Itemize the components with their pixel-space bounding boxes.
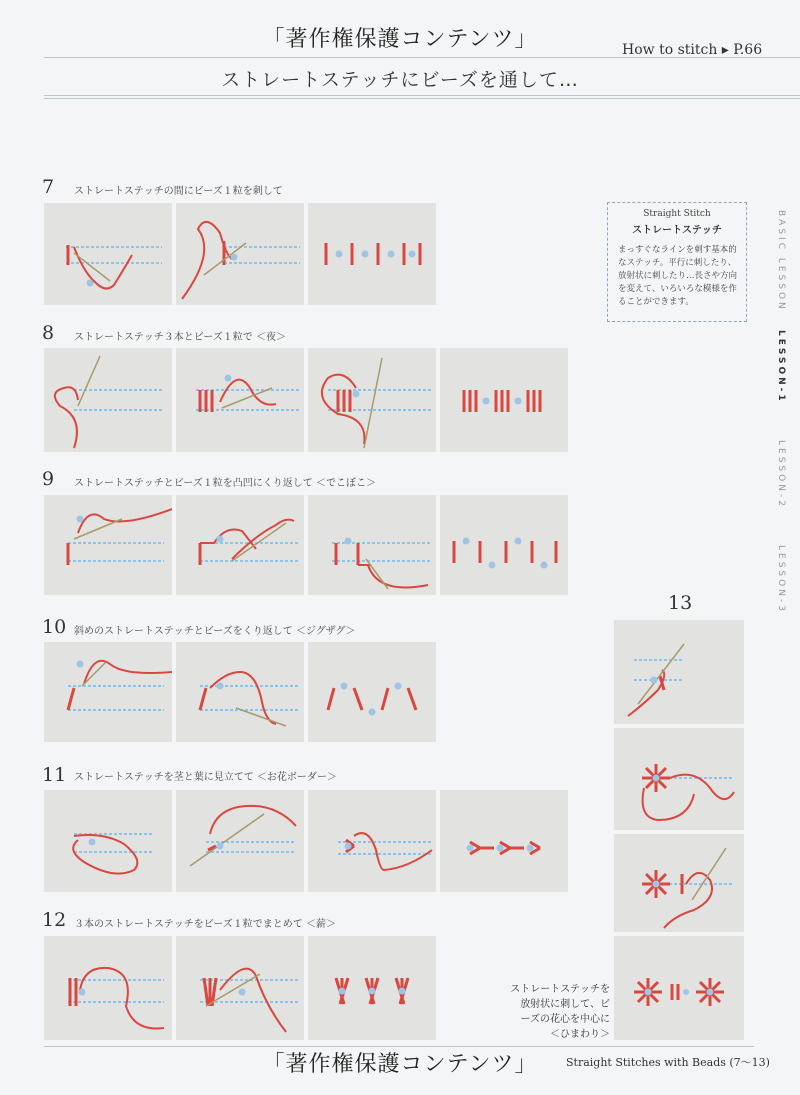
section-caption-11: ストレートステッチを茎と葉に見立てて ＜お花ボーダー＞ <box>74 772 337 783</box>
step-photo-7-3 <box>308 203 436 305</box>
section-number-13: 13 <box>668 592 693 614</box>
step-photo-13-1 <box>614 620 744 724</box>
section-13-note-line-1: ストレートステッチを <box>510 984 610 995</box>
step-photo-8-1 <box>44 348 172 452</box>
step-photo-8-2 <box>176 348 304 452</box>
step-photo-10-1 <box>44 642 172 742</box>
how-to-stitch-link[interactable]: How to stitch ▸ P.66 <box>622 42 763 58</box>
section-13-note <box>490 982 610 1042</box>
section-number-10: 10 <box>42 616 67 638</box>
side-tab-basic-lesson[interactable]: BASIC LESSON <box>776 210 786 312</box>
step-photo-7-1 <box>44 203 172 305</box>
section-13-note-line-3: ーズの花心を中心に <box>520 1014 610 1025</box>
infobox-title-jp: ストレートステッチ <box>632 225 722 236</box>
step-photo-12-1 <box>44 936 172 1040</box>
watermark-top: 「著作権保護コンテンツ」 <box>262 27 538 52</box>
step-photo-11-3 <box>308 790 436 892</box>
step-photo-9-2 <box>176 495 304 595</box>
page-title: ストレートステッチにビーズを通して… <box>221 69 579 91</box>
side-tab-lesson-1[interactable]: LESSON-1 <box>776 330 786 404</box>
side-tab-lesson-2[interactable]: LESSON-2 <box>776 440 786 509</box>
section-caption-7: ストレートステッチの間にビーズ１粒を刺して <box>74 186 283 197</box>
header-rule-bottom <box>44 98 800 99</box>
step-photo-11-1 <box>44 790 172 892</box>
section-number-7: 7 <box>42 176 55 198</box>
step-photo-13-2 <box>614 728 744 830</box>
section-13-note-line-2: 放射状に刺して、ビ <box>520 999 610 1010</box>
section-number-8: 8 <box>42 322 55 344</box>
step-photo-8-4 <box>440 348 568 452</box>
section-caption-10: 斜めのストレートステッチとビーズをくり返して ＜ジグザグ＞ <box>74 626 356 637</box>
section-number-12: 12 <box>42 909 67 931</box>
step-photo-11-4 <box>440 790 568 892</box>
step-photo-9-3 <box>308 495 436 595</box>
step-photo-9-4 <box>440 495 568 595</box>
step-photo-7-2 <box>176 203 304 305</box>
watermark-bottom: 「著作権保護コンテンツ」 <box>262 1052 538 1077</box>
step-photo-12-2 <box>176 936 304 1040</box>
step-photo-11-2 <box>176 790 304 892</box>
step-photo-10-2 <box>176 642 304 742</box>
step-photo-12-3 <box>308 936 436 1040</box>
section-caption-8: ストレートステッチ３本とビーズ１粒で ＜夜＞ <box>74 332 286 343</box>
section-caption-12: ３本のストレートステッチをビーズ１粒でまとめて ＜薪＞ <box>74 919 336 930</box>
step-photo-9-1 <box>44 495 172 595</box>
straight-stitch-infobox <box>607 202 747 322</box>
step-photo-10-3 <box>308 642 436 742</box>
step-photo-13-4 <box>614 936 744 1040</box>
step-photo-13-3 <box>614 834 744 932</box>
section-number-11: 11 <box>42 764 67 786</box>
infobox-title-en: Straight Stitch <box>643 209 711 219</box>
section-number-9: 9 <box>42 468 55 490</box>
step-photo-8-3 <box>308 348 436 452</box>
side-tab-lesson-3[interactable]: LESSON-3 <box>776 545 786 614</box>
header-rule-mid <box>44 95 800 96</box>
infobox-body: まっすぐなラインを刺す基本的なステッチ。平行に刺したり、放射状に刺したり…長さや方向を変えて、いろいろな模様を作ることができます。 <box>618 245 738 307</box>
section-13-note-line-4: ＜ひまわり＞ <box>550 1029 610 1040</box>
section-caption-9: ストレートステッチとビーズ１粒を凸凹にくり返して ＜でこぼこ＞ <box>74 478 376 489</box>
footer-caption: Straight Stitches with Beads (7～13) <box>566 1056 770 1069</box>
